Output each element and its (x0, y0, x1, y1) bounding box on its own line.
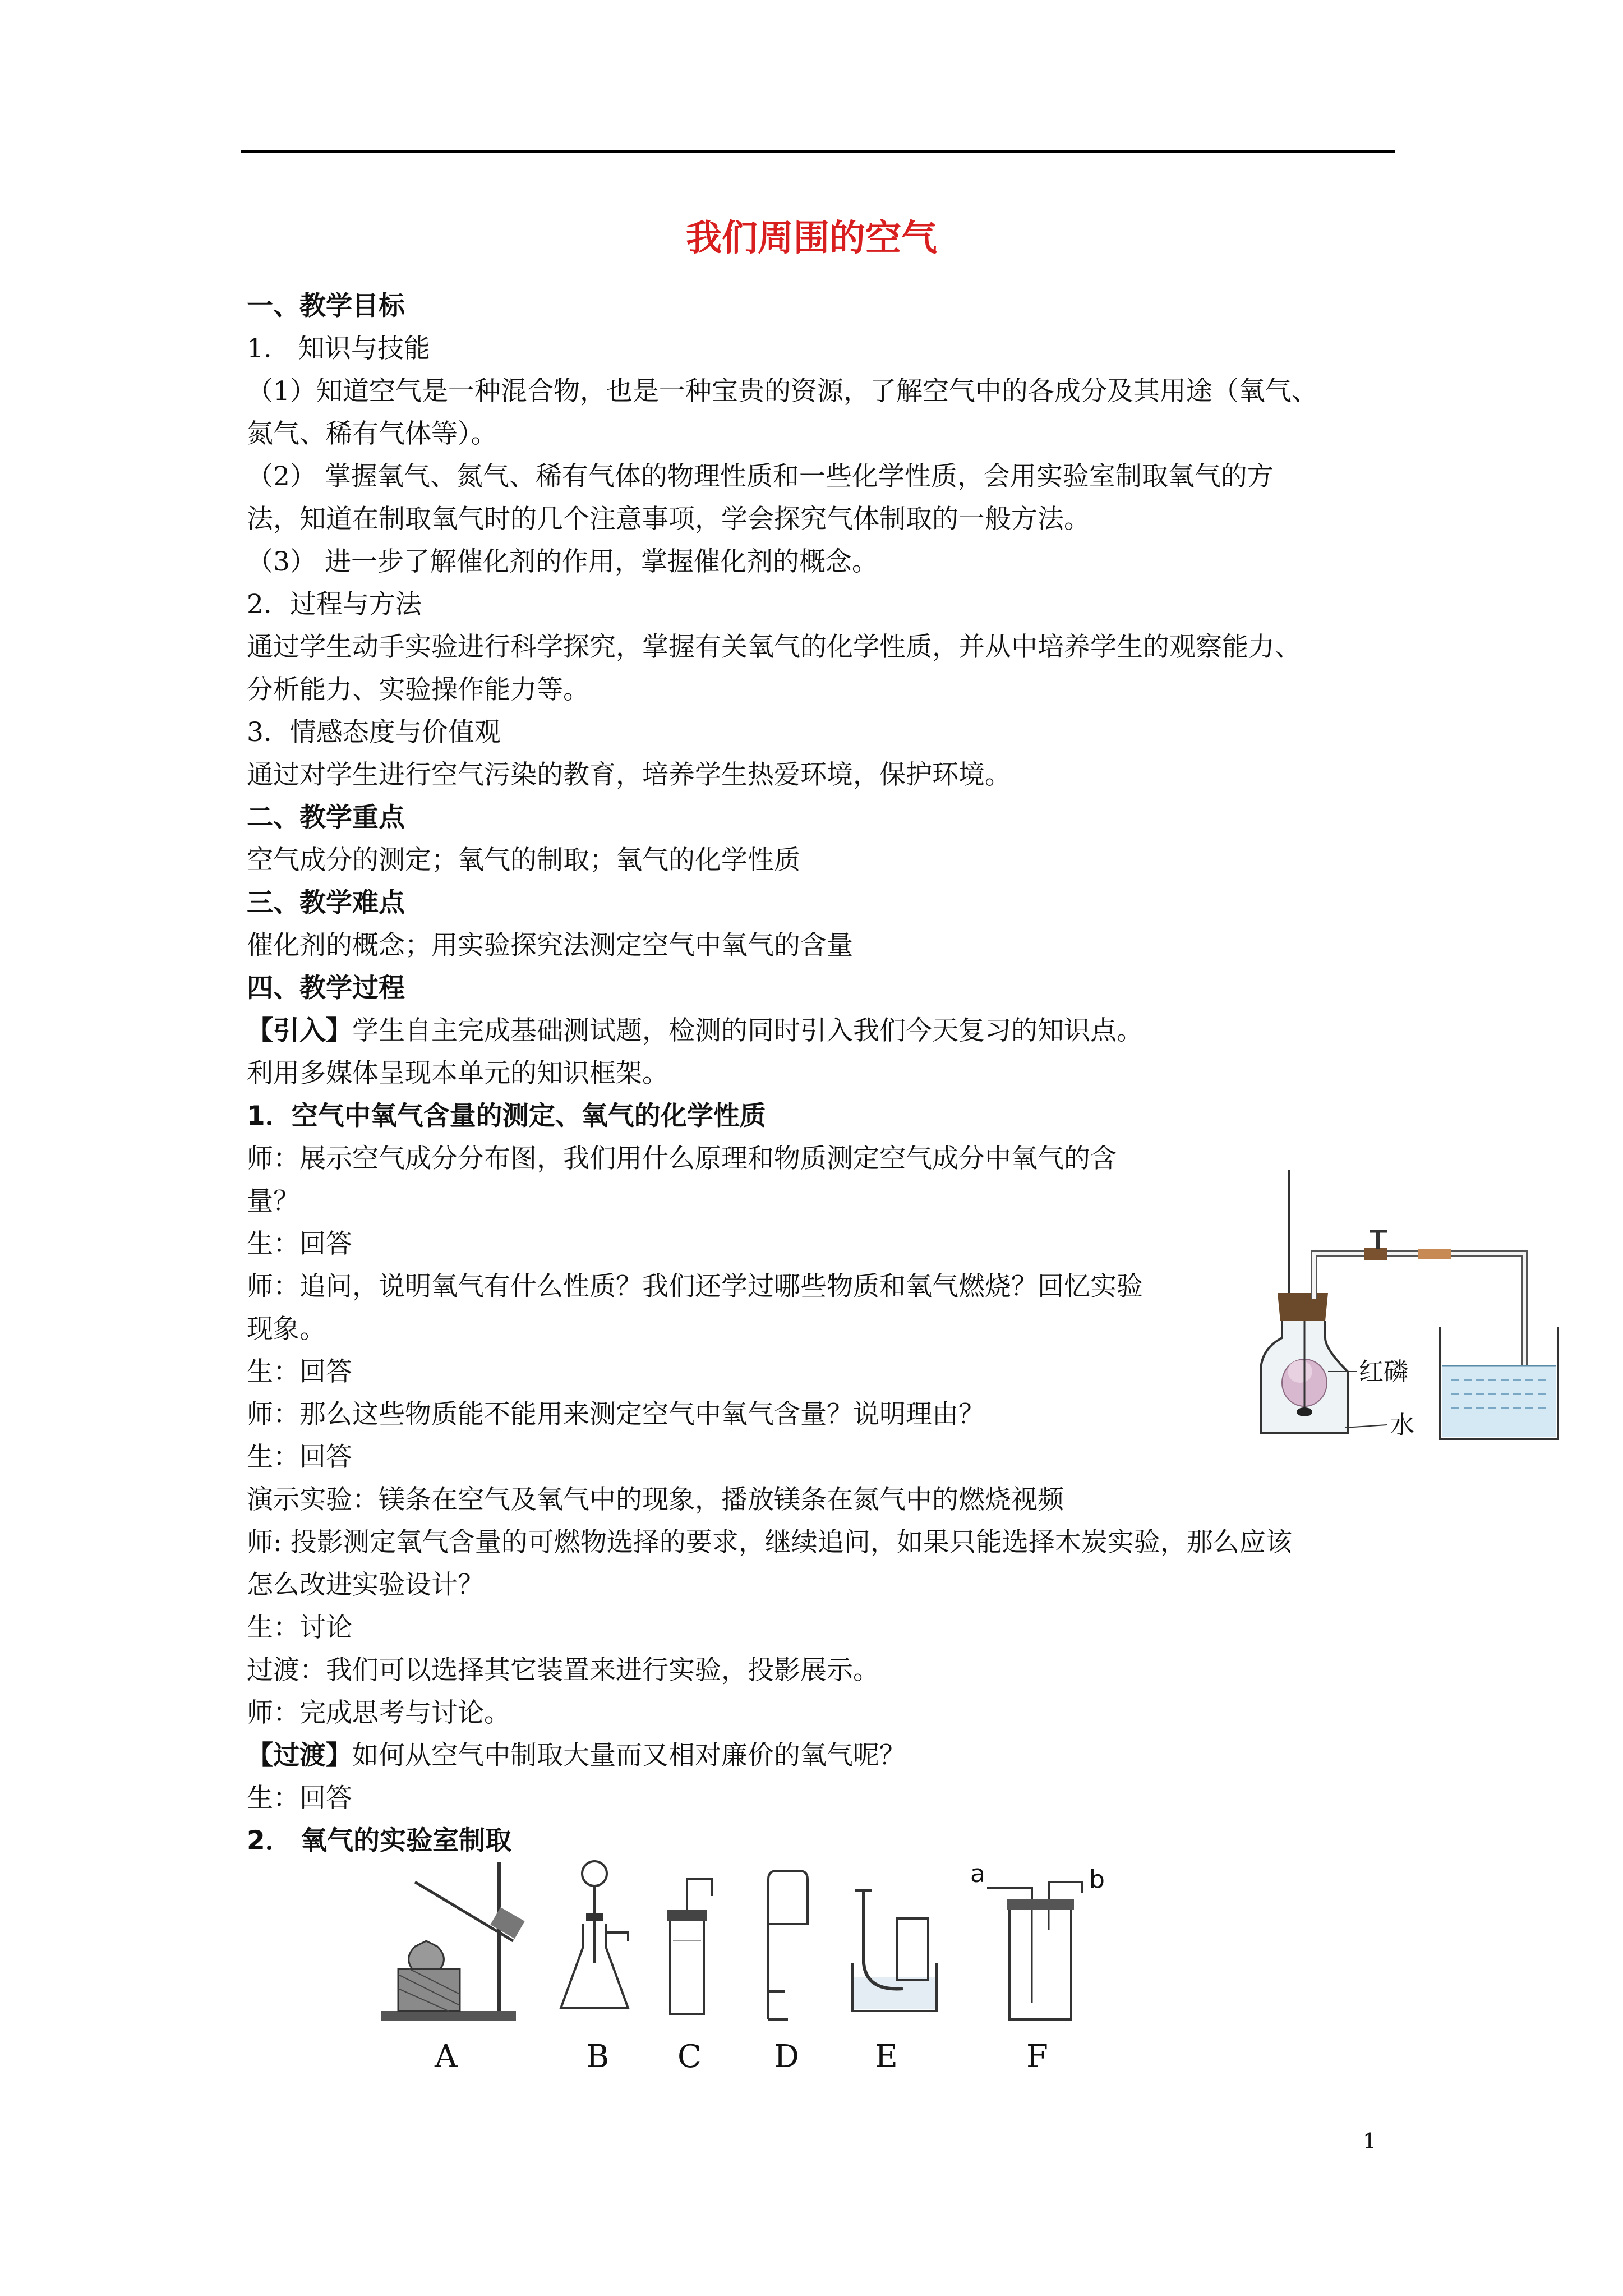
paragraph-line: 通过对学生进行空气污染的教育，培养学生热爱环境，保护环境。 (247, 760, 1011, 790)
subheading-oxygen-content: 1．空气中氧气含量的测定、氧气的化学性质 (247, 1101, 766, 1131)
paragraph-line: （3） 进一步了解催化剂的作用，掌握催化剂的概念。 (247, 546, 878, 577)
page-number: 1 (1363, 2129, 1377, 2154)
paragraph-line: 通过学生动手实验进行科学探究，掌握有关氧气的化学性质，并从中培养学生的观察能力、 (247, 632, 1301, 662)
paragraph-line: 师：完成思考与讨论。 (247, 1697, 510, 1728)
paragraph-line: 生：讨论 (247, 1612, 352, 1643)
header-rule (241, 150, 1395, 153)
paragraph-line: 催化剂的概念；用实验探究法测定空气中氧气的含量 (247, 930, 853, 961)
paragraph-line: （1）知道空气是一种混合物，也是一种宝贵的资源，了解空气中的各成分及其用途（氧气、 (247, 376, 1318, 407)
subheading-oxygen-preparation: 2． 氧气的实验室制取 (247, 1825, 512, 1856)
paragraph-line: 生：回答 (247, 1442, 352, 1473)
paragraph-line: 师: 投影测定氧气含量的可燃物选择的要求，继续追问，如果只能选择木炭实验，那么应该 (247, 1527, 1292, 1558)
paragraph-line: 利用多媒体呈现本单元的知识框架。 (247, 1058, 668, 1089)
transition-text: 如何从空气中制取大量而又相对廉价的氧气呢？ (352, 1740, 906, 1771)
label-red-phosphorus: 红磷 (1359, 1358, 1408, 1386)
paragraph-line: 师：追问，说明氧气有什么性质？我们还学过哪些物质和氧气燃烧？回忆实验 (247, 1271, 1143, 1302)
port-a-label: a (970, 1860, 985, 1888)
paragraph-line: 生：回答 (247, 1356, 352, 1387)
apparatus-label-c: C (677, 2039, 702, 2073)
oxygen-content-apparatus-figure (1255, 1170, 1569, 1453)
paragraph-line: 生：回答 (247, 1228, 352, 1259)
paragraph-line: 过渡：我们可以选择其它装置来进行实验，投影展示。 (247, 1655, 879, 1686)
paragraph-line-intro (247, 1010, 1395, 1052)
section-heading-objectives: 一、教学目标 (247, 291, 405, 321)
paragraph-line: 法，知道在制取氧气时的几个注意事项，学会探究气体制取的一般方法。 (247, 504, 1090, 535)
apparatus-label-a: A (435, 2039, 458, 2073)
label-water: 水 (1390, 1411, 1414, 1439)
subheading-attitude: 3．情感态度与价值观 (247, 717, 501, 748)
paragraph-line: 演示实验：镁条在空气及氧气中的现象，播放镁条在氮气中的燃烧视频 (247, 1484, 1064, 1515)
apparatus-label-b: B (586, 2039, 610, 2073)
intro-text: 学生自主完成基础测试题，检测的同时引入我们今天复习的知识点。 (352, 1015, 1143, 1046)
paragraph-line: 师：那么这些物质能不能用来测定空气中氧气含量？说明理由？ (247, 1399, 985, 1430)
paragraph-line: 量？ (247, 1186, 299, 1217)
paragraph-line: （2） 掌握氧气、氮气、稀有气体的物理性质和一些化学性质，会用实验室制取氧气的方 (247, 461, 1274, 492)
paragraph-line: 氮气、稀有气体等）。 (247, 418, 497, 449)
paragraph-line: 分析能力、实验操作能力等。 (247, 674, 589, 705)
paragraph-line: 生：回答 (247, 1783, 352, 1814)
section-heading-key-points: 二、教学重点 (247, 802, 405, 833)
apparatus-label-d: D (774, 2039, 799, 2073)
section-heading-process: 四、教学过程 (247, 973, 405, 1004)
paragraph-line: 怎么改进实验设计？ (247, 1570, 484, 1600)
document-title: 我们周围的空气 (686, 218, 937, 259)
subheading-process: 2．过程与方法 (247, 589, 422, 620)
port-b-label: b (1089, 1865, 1105, 1894)
transition-tag: 【过渡】 (247, 1740, 352, 1771)
paragraph-line-transition (247, 1734, 1395, 1777)
apparatus-label-e: E (875, 2039, 898, 2073)
subheading-knowledge: 1． 知识与技能 (247, 333, 430, 364)
oxygen-preparation-apparatus-figure (381, 1857, 1178, 2073)
paragraph-line: 空气成分的测定；氧气的制取；氧气的化学性质 (247, 845, 800, 876)
document-body (247, 285, 1395, 1862)
section-heading-difficulties: 三、教学难点 (247, 887, 405, 918)
paragraph-line: 师：展示空气成分分布图，我们用什么原理和物质测定空气成分中氧气的含 (247, 1143, 1117, 1174)
intro-tag: 【引入】 (247, 1015, 352, 1046)
paragraph-line: 现象。 (247, 1314, 326, 1345)
apparatus-label-f: F (1026, 2039, 1048, 2073)
